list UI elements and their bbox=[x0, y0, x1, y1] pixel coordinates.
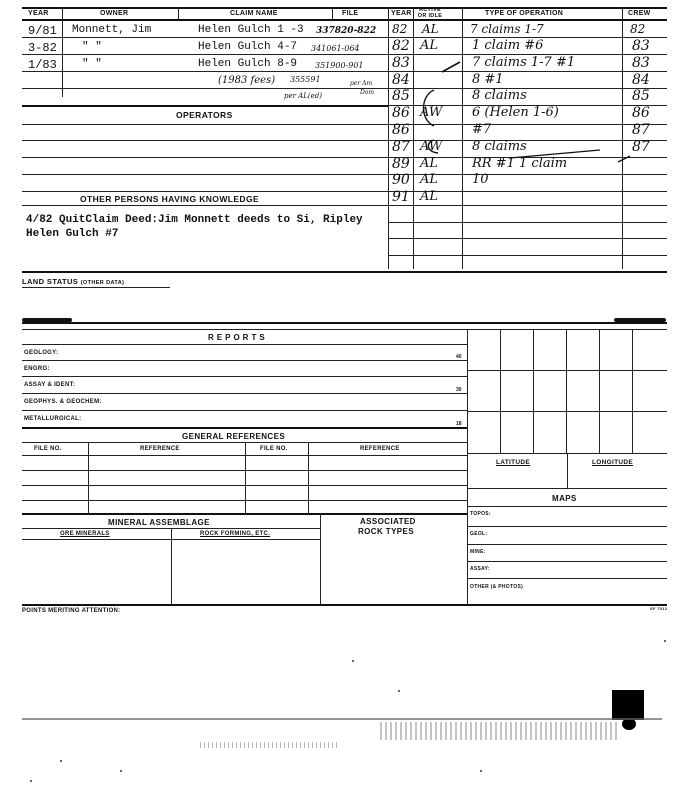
activity-status: AL bbox=[420, 172, 439, 188]
header-year-2: YEAR bbox=[391, 10, 412, 17]
header-active-idle: ACTIVE OR IDLE bbox=[417, 7, 443, 19]
activity-crew: 83 bbox=[632, 38, 650, 54]
scan-black-block bbox=[612, 690, 644, 720]
gen-ref-file-no: FILE NO. bbox=[34, 446, 62, 452]
mineral-title: MINERAL ASSEMBLAGE bbox=[108, 518, 210, 527]
activity-operation: 6 (Helen 1-6) bbox=[472, 105, 559, 121]
gen-ref-file-no-2: FILE NO. bbox=[260, 446, 288, 452]
owner-row-3-file: 351900-901 bbox=[315, 61, 364, 70]
activity-operation: 10 bbox=[472, 172, 489, 188]
report-metallurgical: METALLURGICAL: bbox=[24, 416, 82, 422]
header-year: YEAR bbox=[28, 10, 49, 17]
scan-noise-mid bbox=[200, 742, 340, 748]
other-persons-label: OTHER PERSONS HAVING KNOWLEDGE bbox=[80, 194, 260, 204]
rock-types-label: ROCK TYPES bbox=[358, 527, 415, 536]
report-geology-code: 40 bbox=[456, 354, 462, 360]
scan-smudge-line bbox=[22, 718, 662, 720]
activity-year: 84 bbox=[392, 71, 410, 88]
activity-year: 86 bbox=[392, 122, 410, 138]
owner-row-3-year: 1/83 bbox=[28, 58, 57, 72]
report-assay: ASSAY & IDENT: bbox=[24, 382, 76, 388]
activity-first-operation: 7 claims 1-7 bbox=[470, 22, 544, 36]
activity-crew: 83 bbox=[632, 54, 650, 71]
general-references-title: GENERAL REFERENCES bbox=[182, 432, 286, 441]
activity-status: AL bbox=[420, 189, 439, 205]
owner-row-3-claim: Helen Gulch 8-9 bbox=[198, 58, 298, 70]
activity-operation: 8 claims bbox=[472, 138, 527, 154]
owner-row-1-file: 337820-822 bbox=[316, 26, 377, 36]
owner-note-number: 355591 bbox=[290, 75, 321, 84]
maps-title: MAPS bbox=[552, 494, 577, 503]
owner-note-paren: (1983 fees) bbox=[218, 75, 276, 86]
activity-operation: 7 claims 1-7 #1 bbox=[472, 54, 576, 70]
points-label: POINTS MERITING ATTENTION: bbox=[22, 608, 121, 614]
report-metallurgical-code: 18 bbox=[456, 421, 462, 427]
form-number: SF 7512 bbox=[650, 606, 668, 611]
quitclaim-note-line-1: 4/82 QuitClaim Deed:Jim Monnett deeds to Si, Ripley bbox=[26, 214, 363, 226]
maps-geol: GEOL: bbox=[470, 531, 488, 537]
activity-operation: 1 claim #6 bbox=[472, 38, 544, 53]
header-crew: CREW bbox=[628, 10, 651, 17]
owner-row-2-claim: Helen Gulch 4-7 bbox=[198, 41, 298, 53]
activity-crew: 87 bbox=[632, 122, 650, 138]
activity-first-status: AL bbox=[422, 22, 439, 36]
gen-ref-reference: REFERENCE bbox=[140, 446, 180, 452]
activity-status: AW bbox=[420, 105, 443, 121]
maps-mine: MINE: bbox=[470, 549, 486, 555]
handwritten-strokes bbox=[390, 60, 670, 200]
activity-year: 90 bbox=[392, 172, 410, 189]
activity-year: 87 bbox=[392, 138, 410, 155]
activity-first-crew: 82 bbox=[630, 22, 646, 36]
gen-ref-reference-2: REFERENCE bbox=[360, 446, 400, 452]
maps-assay: ASSAY: bbox=[470, 566, 490, 572]
report-assay-code: 30 bbox=[456, 387, 462, 393]
header-owner: OWNER bbox=[100, 10, 129, 17]
activity-crew: 86 bbox=[632, 105, 650, 122]
activity-operation: RR #1 1 claim bbox=[472, 155, 568, 171]
activity-year: 82 bbox=[392, 38, 410, 54]
rock-forming-label: ROCK FORMING, ETC. bbox=[200, 531, 271, 537]
activity-crew: 85 bbox=[632, 88, 650, 105]
ore-minerals-label: ORE MINERALS bbox=[60, 531, 110, 537]
header-type-of-operation: TYPE OF OPERATION bbox=[485, 10, 564, 17]
activity-status: AW bbox=[420, 138, 443, 154]
owner-row-1-claim: Helen Gulch 1 -3 bbox=[198, 24, 304, 36]
quitclaim-note-line-2: Helen Gulch #7 bbox=[26, 228, 119, 240]
owner-row-3-owner: " " bbox=[82, 58, 102, 70]
land-status-sub: (OTHER DATA) bbox=[80, 280, 125, 286]
land-status-label bbox=[22, 277, 124, 286]
latitude-label: LATITUDE bbox=[496, 459, 531, 466]
activity-year: 83 bbox=[392, 54, 410, 71]
owner-note-per-al: per AL(ed) bbox=[284, 92, 322, 100]
maps-topos: TOPOS: bbox=[470, 511, 491, 517]
associated-label: ASSOCIATED bbox=[360, 517, 416, 526]
activity-operation: #7 bbox=[472, 122, 492, 137]
activity-status: AL bbox=[420, 38, 439, 53]
activity-year: 91 bbox=[392, 189, 410, 206]
header-file: FILE bbox=[342, 10, 359, 17]
owner-note-dom: Dom bbox=[360, 89, 375, 96]
reports-title: REPORTS bbox=[208, 333, 268, 342]
activity-operation: 8 claims bbox=[472, 88, 527, 104]
scan-noise-right bbox=[380, 722, 620, 740]
longitude-label: LONGITUDE bbox=[592, 459, 633, 466]
activity-year: 86 bbox=[392, 105, 410, 122]
activity-first-year: 82 bbox=[392, 22, 408, 36]
owner-row-2-file: 341061-064 bbox=[311, 44, 360, 53]
operators-label: OPERATORS bbox=[176, 110, 233, 120]
activity-crew: 84 bbox=[632, 71, 650, 88]
report-geophys: GEOPHYS. & GEOCHEM: bbox=[24, 399, 102, 405]
activity-year: 85 bbox=[392, 88, 410, 105]
header-claim-name: CLAIM NAME bbox=[230, 10, 278, 17]
owner-row-2-year: 3-82 bbox=[28, 41, 57, 55]
owner-row-2-owner: " " bbox=[82, 41, 102, 53]
activity-operation: 8 #1 bbox=[472, 71, 504, 87]
land-status-title: LAND STATUS bbox=[22, 277, 79, 286]
report-geology: GEOLOGY: bbox=[24, 350, 59, 356]
activity-crew: 87 bbox=[632, 138, 650, 155]
owner-row-1-owner: Monnett, Jim bbox=[72, 24, 152, 36]
owner-note-per-am: per Am bbox=[350, 80, 373, 87]
report-engrg: ENGRG: bbox=[24, 366, 50, 372]
owner-row-1-year: 9/81 bbox=[28, 24, 57, 38]
activity-year: 89 bbox=[392, 155, 410, 172]
maps-other: OTHER (& PHOTOS) bbox=[470, 584, 524, 590]
activity-status: AL bbox=[420, 155, 439, 171]
